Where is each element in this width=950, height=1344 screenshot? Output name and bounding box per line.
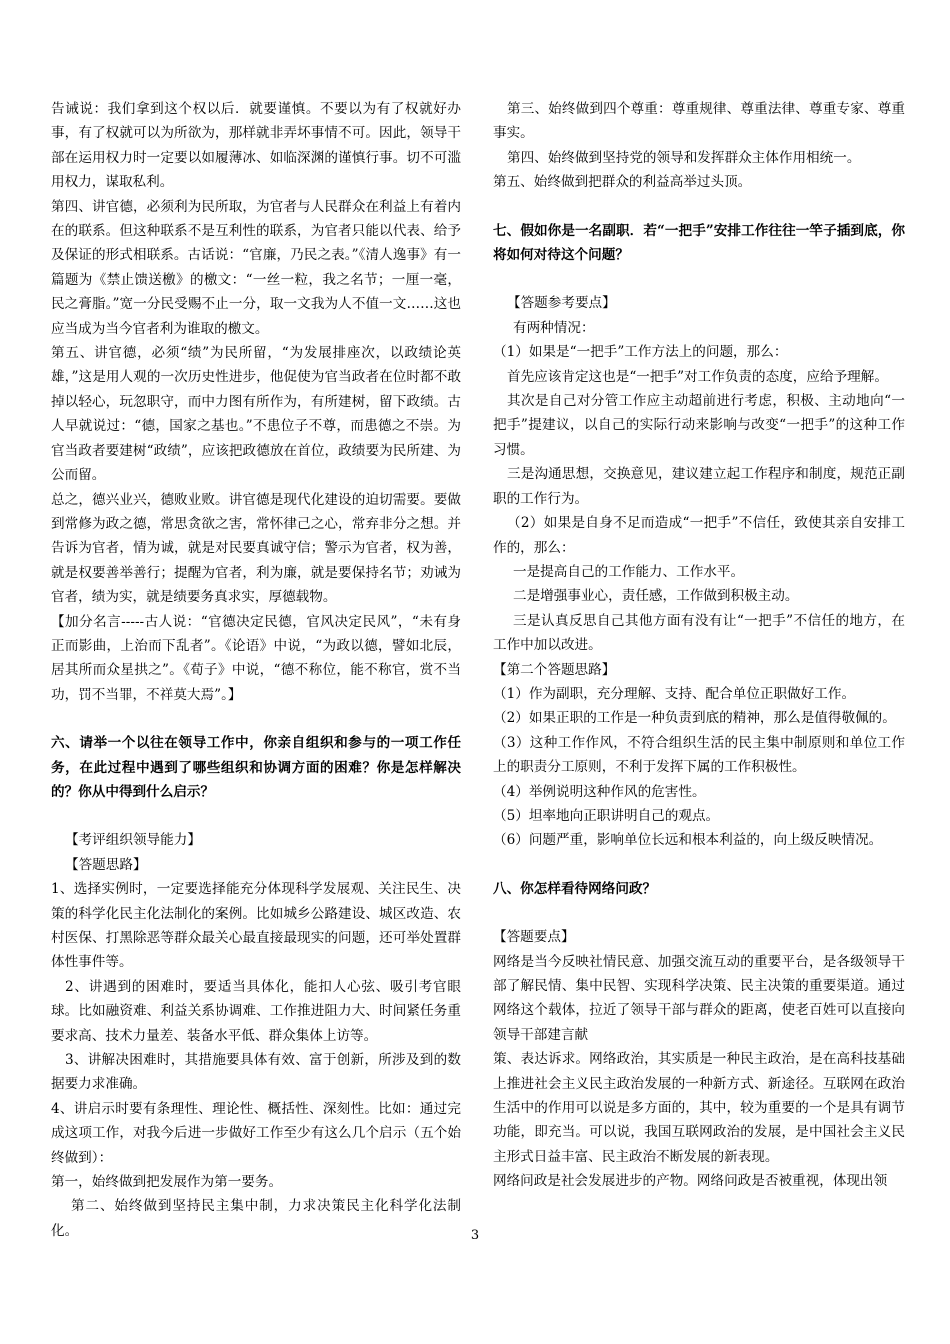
right-column	[493, 97, 905, 1194]
paragraph: 其次是自己对分管工作应主动超前进行考虑，积极、主动地向“一把手”提建议，以自己的实际行动来影响与改变“一把手”的这种工作习惯。	[493, 393, 905, 458]
paragraph: 第五、讲官德，必须“绩”为民所留，“为发展排座次，以政绩论英雄，”这是用人观的一次历史性进步，他促使为官当政者在位时都不敢掉以轻心，玩忽职守，而中力图有所作为，有所建树，留下政绩。古人早就说过：“德，国家之基也。”不患位子不尊，而患德之不崇。为官当政者要建树“政绩”，应该把政德放在首位，政绩要为民所建、为公而留。	[51, 345, 461, 484]
paragraph: （3）这种工作作风，不符合组织生活的民主集中制原则和单位工作上的职责分工原则，不利于发挥下属的工作积极性。	[493, 734, 905, 776]
paragraph: 首先应该肯定这也是“一把手”对工作负责的态度，应给予理解。	[507, 368, 888, 385]
paragraph: 网络是当今反映社情民意、加强交流互动的重要平台，是各级领导干部了解民情、集中民智、实现科学决策、民主决策的重要渠道。通过网络这个载体，拉近了领导干部与群众的距离，使老百姓可以直接向领导干部建言献	[493, 953, 905, 1043]
spacer	[493, 195, 905, 219]
page-number: 3	[470, 1228, 480, 1243]
paragraph: 【答题思路】	[65, 856, 147, 873]
paragraph: 第三、始终做到四个尊重：尊重规律、尊重法律、尊重专家、尊重事实。	[493, 101, 905, 142]
paragraph: （1）如果是“一把手”工作方法上的问题，那么：	[493, 344, 788, 361]
paragraph: （6）问题严重，影响单位长远和根本利益的，向上级反映情况。	[493, 832, 883, 849]
paragraph: 2、讲遇到的困难时，要适当具体化，能扣人心弦、吸引考官眼球。比如融资难、利益关系协调难、工作推进阻力大、时间紧任务重要求高、技术力量差、装备水平低、群众集体上访等。	[51, 978, 461, 1044]
paragraph: 三是认真反思自己其他方面有没有让“一把手”不信任的地方，在工作中加以改进。	[493, 612, 905, 654]
spacer	[493, 901, 905, 925]
paragraph: （1）作为副职，充分理解、支持、配合单位正职做好工作。	[493, 685, 856, 702]
paragraph: 三是沟通思想，交换意见，建议建立起工作程序和制度，规范正副职的工作行为。	[493, 466, 905, 507]
paragraph: 第四、始终做到坚持党的领导和发挥群众主体作用相统一。	[507, 149, 861, 166]
paragraph: （4）举例说明这种作风的危害性。	[493, 783, 706, 800]
question-heading-8: 八、你怎样看待网络问政？	[493, 880, 657, 897]
left-column	[51, 97, 461, 1243]
paragraph: 3、讲解决困难时，其措施要具体有效、富于创新，所涉及到的数据要力求准确。	[51, 1052, 461, 1093]
paragraph: 网络问政是社会发展进步的产物。网络问政是否被重视，体现出领	[493, 1173, 888, 1190]
paragraph: 【答题参考要点】	[507, 295, 616, 312]
spacer	[493, 267, 905, 291]
paragraph: 二是增强事业心，责任感，工作做到积极主动。	[513, 588, 799, 605]
spacer	[51, 804, 461, 828]
paragraph: 一是提高自己的工作能力、工作水平。	[513, 563, 745, 580]
paragraph: 有两种情况：	[513, 319, 595, 336]
paragraph: 第二、始终做到坚持民主集中制，力求决策民主化科学化法制化。	[51, 1198, 461, 1239]
spacer	[493, 853, 905, 877]
question-heading-6: 六、请举一个以往在领导工作中，你亲自组织和参与的一项工作任务，在此过程中遇到了哪些组织和协调方面的困难？你是怎样解决的？你从中得到什么启示？	[51, 735, 461, 800]
question-heading-7: 七、假如你是一名副职．若“一把手”安排工作往往一竿子插到底，你将如何对待这个问题？	[493, 222, 905, 264]
paragraph: 告诫说：我们拿到这个权以后．就要谨慎。不要以为有了权就好办事，有了权就可以为所欲为，那样就非弄坏事情不可。因此，领导干部在运用权力时一定要以如履薄冰、如临深渊的谨慎行事。切不可滥用权力，谋取私利。	[51, 101, 461, 191]
paragraph: 1、选择实例时，一定要选择能充分体现科学发展观、关注民生、决策的科学化民主化法制化的案例。比如城乡公路建设、城区改造、农村医保、打黑除恶等群众最关心最直接最现实的问题，还可举处置群体性事件等。	[51, 881, 461, 971]
paragraph: 策、表达诉求。网络政治，其实质是一种民主政治，是在高科技基础上推进社会主义民主政治发展的一种新方式、新途径。互联网在政治生活中的作用可以说是多方面的，其中，较为重要的一个是具有调节功能，即充当。可以说，我国互联网政治的发展，是中国社会主义民主形式日益丰富、民主政治不断发展的新表现。	[493, 1051, 905, 1165]
paragraph: 总之，德兴业兴，德败业败。讲官德是现代化建设的迫切需要。要做到常修为政之德，常思贪欲之害，常怀律己之心，常弃非分之想。并告诉为官者，情为诚，就是对民要真诚守信；警示为官者，权为善，就是权要善举善行；提醒为官者，利为廉，就是要保持名节；劝诫为官者，绩为实，就是绩要务真求实，厚德载物。	[51, 491, 461, 606]
paragraph: （2）如果正职的工作是一种负责到底的精神，那么是值得敬佩的。	[493, 710, 896, 727]
paragraph: 【考评组织领导能力】	[65, 832, 201, 849]
paragraph: 【加分名言-----古人说：“官德决定民德，官风决定民风”，“未有身正而影曲，上治而下乱者”。《论语》中说，“为政以德，譬如北辰，居其所而众星拱之”。《荀子》中说，“德不称位，能不称官，赏不当功，罚不当罪，不祥莫大焉”。】	[51, 613, 461, 703]
paragraph: （2）如果是自身不足而造成“一把手”不信任，致使其亲自安排工作的，那么：	[493, 515, 905, 556]
paragraph: 【答题要点】	[493, 929, 575, 946]
paragraph: 【第二个答题思路】	[493, 661, 616, 678]
paragraph: 第一，始终做到把发展作为第一要务。	[51, 1174, 283, 1191]
paragraph: 第五、始终做到把群众的利益高举过头顶。	[493, 174, 752, 191]
paragraph: （5）坦率地向正职讲明自己的观点。	[493, 807, 720, 824]
paragraph: 4、讲启示时要有条理性、理论性、概括性、深刻性。比如：通过完成这项工作，对我今后进一步做好工作至少有这么几个启示（五个始终做到）：	[51, 1100, 461, 1166]
spacer	[51, 707, 461, 731]
paragraph: 第四、讲官德，必须利为民所取，为官者与人民群众在利益上有着内在的联系。但这种联系不是互利性的联系，为官者只能以代表、给予及保证的形式相联系。古话说：“官廉，乃民之表。”《清人逸事》有一篇题为《禁止馈送檄》的檄文：“一丝一粒，我之名节；一厘一毫，民之膏脂。”宽一分民受赐不止一分，取一文我为人不值一文……这也应当成为当今官者利为谁取的檄文。	[51, 198, 461, 337]
